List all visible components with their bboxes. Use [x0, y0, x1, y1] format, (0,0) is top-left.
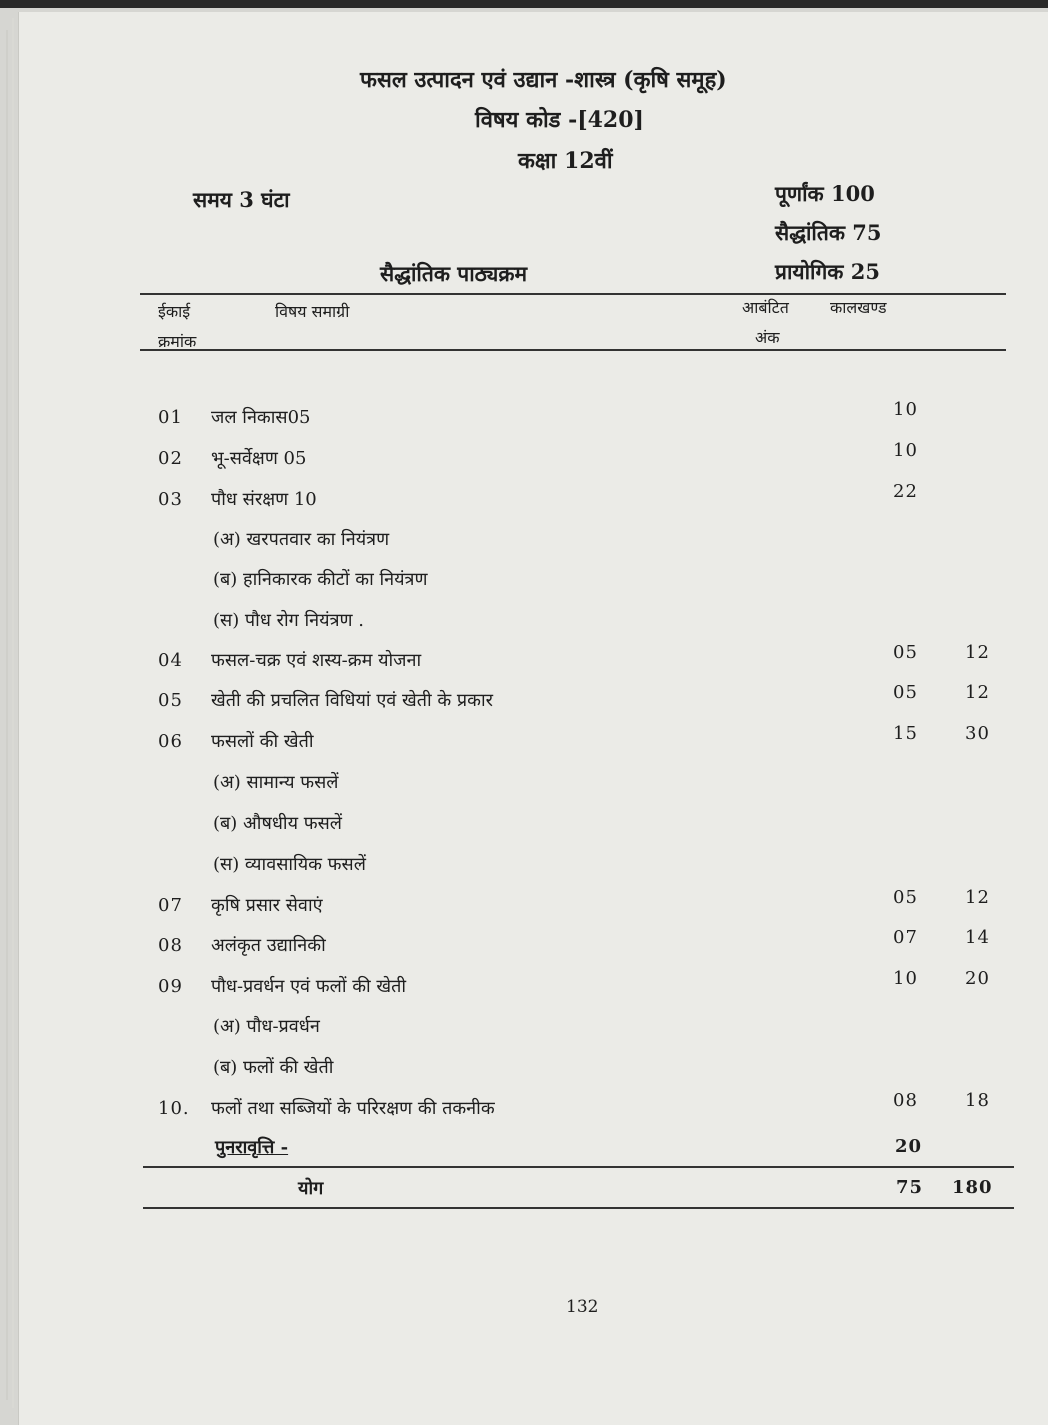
row-topic: जल निकास05 — [211, 407, 311, 428]
row-topic: फसलों की खेती — [211, 731, 314, 752]
row-periods: 14 — [965, 927, 990, 948]
revision-marks: 20 — [895, 1136, 923, 1157]
total-label: योग — [298, 1178, 324, 1199]
revision-label: पुनरावृत्ति - — [215, 1137, 289, 1158]
row-marks: 10 — [893, 440, 918, 461]
row-marks: 10 — [893, 968, 918, 989]
row-number: 08 — [158, 935, 183, 956]
row-marks: 05 — [893, 642, 918, 663]
page-edge — [12, 18, 14, 1408]
row-subtopic: (स) व्यावसायिक फसलें — [213, 854, 366, 875]
class-label: कक्षा 12वीं — [518, 148, 613, 174]
header-top-rule — [140, 293, 1006, 295]
row-topic: पौध संरक्षण 10 — [211, 489, 317, 510]
row-topic: फसल-चक्र एवं शस्य-क्रम योजना — [211, 650, 422, 671]
row-topic: अलंकृत उद्यानिकी — [211, 935, 326, 956]
subject-code: विषय कोड -[420] — [475, 107, 644, 133]
row-number: 07 — [158, 895, 183, 916]
row-number: 06 — [158, 731, 183, 752]
scan-top-edge — [0, 0, 1048, 8]
row-topic: फलों तथा सब्जियों के परिरक्षण की तकनीक — [211, 1098, 495, 1119]
full-marks: पूर्णांक 100 — [775, 181, 875, 206]
row-number: 03 — [158, 489, 183, 510]
time-label: समय 3 घंटा — [193, 187, 290, 212]
row-subtopic: (ब) हानिकारक कीटों का नियंत्रण — [213, 569, 428, 590]
document-page — [18, 12, 1048, 1425]
row-periods: 12 — [965, 887, 990, 908]
row-subtopic: (अ) खरपतवार का नियंत्रण — [213, 529, 390, 550]
row-number: 02 — [158, 448, 183, 469]
col-marks: आबंटित — [742, 298, 789, 317]
row-marks: 10 — [893, 399, 918, 420]
row-periods: 12 — [965, 642, 990, 663]
row-periods: 30 — [965, 723, 990, 744]
row-topic: भू-सर्वेक्षण 05 — [211, 448, 307, 469]
row-topic: कृषि प्रसार सेवाएं — [211, 895, 323, 916]
row-number: 04 — [158, 650, 183, 671]
row-number: 09 — [158, 976, 183, 997]
col-unit: ईकाई — [158, 302, 191, 321]
row-subtopic: (ब) फलों की खेती — [213, 1057, 334, 1078]
row-marks: 08 — [893, 1090, 918, 1111]
col-content: विषय समाग्री — [275, 302, 350, 321]
row-subtopic: (अ) सामान्य फसलें — [213, 772, 339, 793]
col-serial: क्रमांक — [158, 332, 197, 351]
total-periods: 180 — [952, 1177, 993, 1198]
row-number: 01 — [158, 407, 183, 428]
row-marks: 05 — [893, 887, 918, 908]
document-title: फसल उत्पादन एवं उद्यान -शास्त्र (कृषि समूह) — [360, 67, 727, 93]
col-periods: कालखण्ड — [830, 298, 887, 317]
header-bottom-rule — [140, 349, 1006, 351]
row-periods: 20 — [965, 968, 990, 989]
row-number: 10. — [158, 1098, 190, 1119]
row-subtopic: (स) पौध रोग नियंत्रण . — [213, 610, 364, 631]
row-topic: पौध-प्रवर्धन एवं फलों की खेती — [211, 976, 407, 997]
page-number: 132 — [566, 1297, 599, 1317]
total-marks: 75 — [896, 1177, 924, 1198]
syllabus-title: सैद्धांतिक पाठ्यक्रम — [380, 261, 528, 286]
page-edge — [6, 30, 8, 1400]
total-top-rule — [143, 1166, 1014, 1168]
row-periods: 12 — [965, 682, 990, 703]
row-marks: 05 — [893, 682, 918, 703]
row-subtopic: (ब) औषधीय फसलें — [213, 813, 343, 834]
total-bottom-rule — [143, 1207, 1014, 1209]
row-periods: 18 — [965, 1090, 990, 1111]
row-number: 05 — [158, 690, 183, 711]
col-marks-2: अंक — [755, 328, 780, 347]
practical-marks: प्रायोगिक 25 — [775, 259, 880, 284]
row-marks: 07 — [893, 927, 918, 948]
theory-marks: सैद्धांतिक 75 — [775, 220, 882, 245]
row-marks: 15 — [893, 723, 918, 744]
row-topic: खेती की प्रचलित विधियां एवं खेती के प्रकार — [211, 690, 494, 711]
row-subtopic: (अ) पौध-प्रवर्धन — [213, 1016, 320, 1037]
row-marks: 22 — [893, 481, 918, 502]
